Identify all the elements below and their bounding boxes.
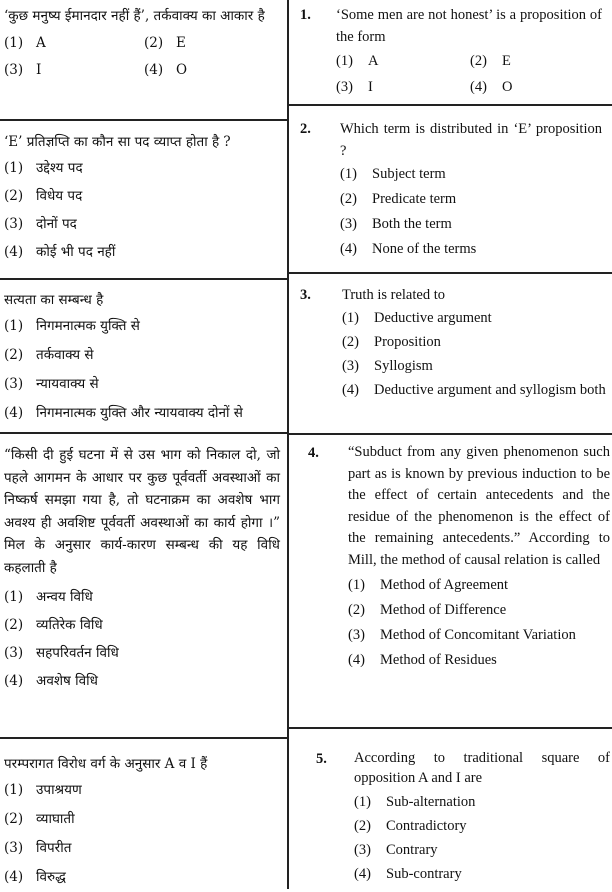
option-1[interactable]: (1) Subject term	[340, 166, 446, 182]
option-1[interactable]: (1) Method of Agreement	[348, 577, 509, 593]
separator	[0, 278, 287, 280]
option-2[interactable]: (2) Contradictory	[354, 818, 467, 834]
option-2[interactable]: (2) E	[144, 35, 186, 51]
question-text: “Subduct from any given phenomenon such part as is known by previous induction to be the effect of certain antecedents and the residue of the phenomenon is the effect of the remaining antecedents.” According to Mill, the method of causal relation is called	[348, 444, 610, 568]
option-4[interactable]: (4) Deductive argument and syllogism both	[342, 382, 606, 398]
option-3[interactable]: (3) विपरीत	[4, 840, 72, 856]
separator	[289, 433, 612, 435]
question-number: 5.	[316, 751, 327, 767]
question-number: 4.	[308, 445, 319, 461]
option-1[interactable]: (1) उपाश्रयण	[4, 782, 82, 798]
option-1[interactable]: (1) Deductive argument	[342, 310, 492, 326]
option-3[interactable]: (3) सहपरिवर्तन विधि	[4, 645, 119, 661]
separator	[289, 104, 612, 106]
option-1[interactable]: (1) निगमनात्मक युक्ति से	[4, 318, 140, 334]
option-3[interactable]: (3) Contrary	[354, 842, 438, 858]
question-text: Truth is related to	[342, 287, 445, 303]
option-2[interactable]: (2) E	[470, 53, 511, 69]
option-4[interactable]: (4) विरुद्ध	[4, 869, 66, 885]
option-3[interactable]: (3) न्यायवाक्य से	[4, 376, 99, 392]
option-4[interactable]: (4) अवशेष विधि	[4, 673, 98, 689]
option-4[interactable]: (4) Method of Residues	[348, 652, 497, 668]
option-4[interactable]: (4) कोई भी पद नहीं	[4, 244, 116, 260]
separator	[0, 119, 287, 121]
question-text: According to traditional square of opposition A and I are	[354, 750, 610, 786]
english-question-1	[300, 4, 610, 100]
option-3[interactable]: (3) Syllogism	[342, 358, 433, 374]
option-1[interactable]: (1) A	[336, 53, 379, 69]
option-1[interactable]: (1) अन्वय विधि	[4, 589, 93, 605]
question-text: सत्यता का सम्बन्ध है	[4, 292, 104, 308]
question-number: 2.	[300, 121, 311, 137]
hindi-question-5	[4, 752, 280, 892]
option-2[interactable]: (2) विधेय पद	[4, 188, 83, 204]
option-4[interactable]: (4) O	[144, 62, 188, 78]
hindi-question-4	[4, 444, 280, 695]
option-2[interactable]: (2) Method of Difference	[348, 602, 507, 618]
column-divider	[287, 0, 289, 889]
question-text: ‘E’ प्रतिज्ञप्ति का कौन सा पद व्याप्त होता है ?	[4, 134, 231, 150]
separator	[0, 737, 287, 739]
option-3[interactable]: (3) I	[4, 62, 42, 78]
question-number: 3.	[300, 287, 311, 303]
option-2[interactable]: (2) Predicate term	[340, 191, 457, 207]
question-text: Which term is distributed in ‘E’ proposition ?	[340, 121, 602, 159]
hindi-question-1	[4, 6, 280, 84]
question-number: 1.	[300, 7, 311, 23]
option-1[interactable]: (1) A	[4, 35, 46, 51]
option-4[interactable]: (4) Sub-contrary	[354, 866, 462, 882]
option-1[interactable]: (1) Sub-alternation	[354, 794, 476, 810]
hindi-question-2	[4, 130, 280, 266]
option-3[interactable]: (3) Method of Concomitant Variation	[348, 627, 576, 643]
option-4[interactable]: (4) O	[470, 79, 513, 95]
separator	[289, 727, 612, 729]
option-3[interactable]: (3) Both the term	[340, 216, 452, 232]
option-2[interactable]: (2) व्यतिरेक विधि	[4, 617, 103, 633]
option-1[interactable]: (1) उद्देश्य पद	[4, 160, 83, 176]
option-2[interactable]: (2) व्याघाती	[4, 811, 75, 827]
separator	[289, 272, 612, 274]
question-text: ‘कुछ मनुष्य ईमानदार नहीं हैं’, तर्कवाक्य का आकार है	[4, 8, 265, 24]
question-text: परम्परागत विरोध वर्ग के अनुसार A व I हैं	[4, 756, 208, 772]
option-4[interactable]: (4) निगमनात्मक युक्ति और न्यायवाक्य दोनों से	[4, 405, 243, 421]
option-4[interactable]: (4) None of the terms	[340, 241, 477, 257]
separator	[0, 432, 287, 434]
option-3[interactable]: (3) I	[336, 79, 373, 95]
hindi-question-3	[4, 288, 280, 428]
option-3[interactable]: (3) दोनों पद	[4, 216, 77, 232]
option-2[interactable]: (2) Proposition	[342, 334, 441, 350]
question-text: “किसी दी हुई घटना में से उस भाग को निकाल दो, जो पहले आगमन के आधार पर कुछ पूर्ववर्ती अवस्थाओं का निष्कर्ष समझा गया है, तो घटनाक्रम का अवशेष भाग अवश्य ही अवशिष्ट पूर्ववर्ती अवस्थाओं का कार्य होगा ।” मिल के अनुसार कार्य-कारण सम्बन्ध की यह विधि कहलाती है	[4, 447, 280, 576]
option-2[interactable]: (2) तर्कवाक्य से	[4, 347, 94, 363]
question-text: ‘Some men are not honest’ is a proposition of the form	[336, 7, 602, 45]
